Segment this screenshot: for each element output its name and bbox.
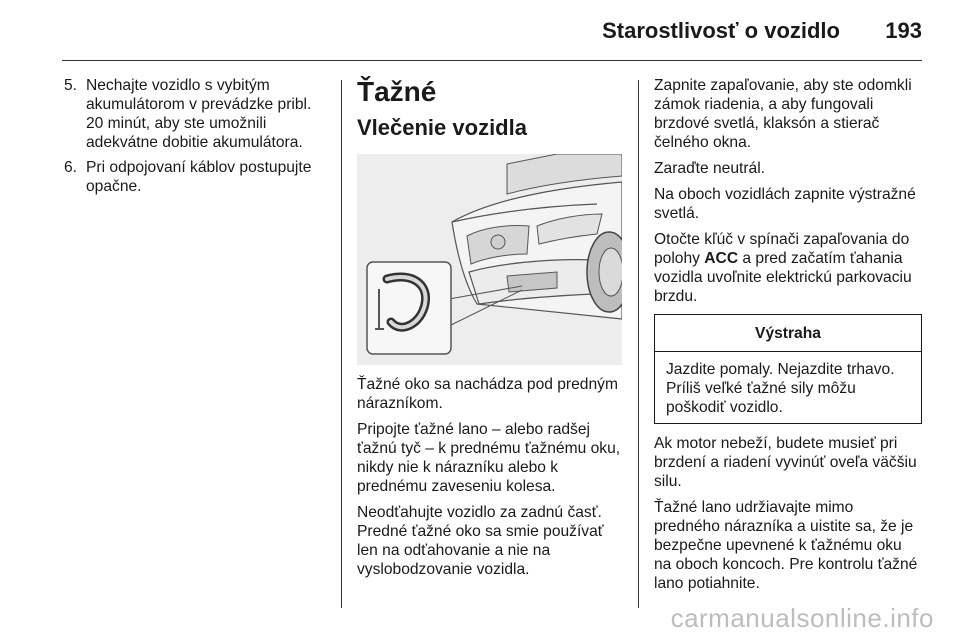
warning-box (654, 314, 922, 424)
section-title: Starostlivosť o vozidlo (602, 18, 840, 43)
step-number: 5. (64, 77, 78, 94)
paragraph: Pripojte ťažné lano – alebo radšej ťažnú tyč – k prednému ťažnému oku, nikdy nie k nárazníku alebo k prednému zaveseniu kolesa. (357, 421, 621, 495)
paragraph (654, 230, 922, 306)
watermark: carmanualsonline.info (670, 603, 934, 633)
column-divider-2 (638, 80, 639, 608)
step-text: Nechajte vozidlo s vybitým akumulátorom v prevádzke pribl. 20 minút, aby ste umožnili adekvátne dobitie akumulátora. (86, 77, 312, 151)
figure-caption: Ťažné oko sa nachádza pod predným nárazníkom. (357, 376, 618, 412)
page-number: 193 (885, 18, 922, 43)
step-text: Pri odpojovaní káblov postupujte opačne. (86, 159, 312, 195)
paragraph: Zapnite zapaľovanie, aby ste odomkli zámok riadenia, a aby fungovali brzdové svetlá, klaksón a stierač čelného okna. (654, 77, 912, 151)
paragraph: Na oboch vozidlách zapnite výstražné svetlá. (654, 186, 916, 222)
paragraph: Ak motor nebeží, budete musieť pri brzdení a riadení vyvinúť oveľa väčšiu silu. (654, 435, 917, 490)
page-header (0, 0, 960, 60)
warning-body (655, 352, 921, 423)
column-divider-1 (341, 80, 342, 608)
list-item (64, 158, 326, 196)
warning-title: Výstraha (655, 315, 921, 352)
header-divider (62, 60, 922, 61)
warning-text: Jazdite pomaly. Nejazdite trhavo. Príliš veľké ťažné sily môžu poškodiť vozidlo. (666, 361, 895, 416)
car-front-drawing (357, 154, 622, 365)
paragraph: Ťažné lano udržiavajte mimo predného nárazníka a uistite sa, že je bezpečne upevnené k ťažnému oku na oboch koncoch. Pre kontrolu ťažné lano potiahnite. (654, 499, 918, 592)
list-item (64, 76, 326, 152)
subsection-heading: Vlečenie vozidla (357, 115, 527, 140)
towing-eye-illustration (357, 154, 622, 365)
paragraph: Neodťahujte vozidlo za zadnú časť. Predné ťažné oko sa smie používať len na odťahovanie a nie na vyslobodzovanie vozidla. (357, 504, 604, 578)
text-run: Otočte kľúč v spínači zapaľovania do polohy (654, 231, 910, 267)
paragraph: Zaraďte neutrál. (654, 160, 765, 177)
column-2 (357, 76, 624, 586)
step-number: 6. (64, 159, 78, 176)
column-3 (654, 76, 922, 600)
ignition-position-keyword: ACC (704, 250, 739, 267)
text-run: a pred začatím ťahania vozidla uvoľnite elektrickú parkovaciu brzdu. (654, 250, 912, 305)
column-1 (64, 76, 326, 202)
step-list (64, 76, 326, 196)
section-heading: Ťažné (357, 76, 437, 107)
